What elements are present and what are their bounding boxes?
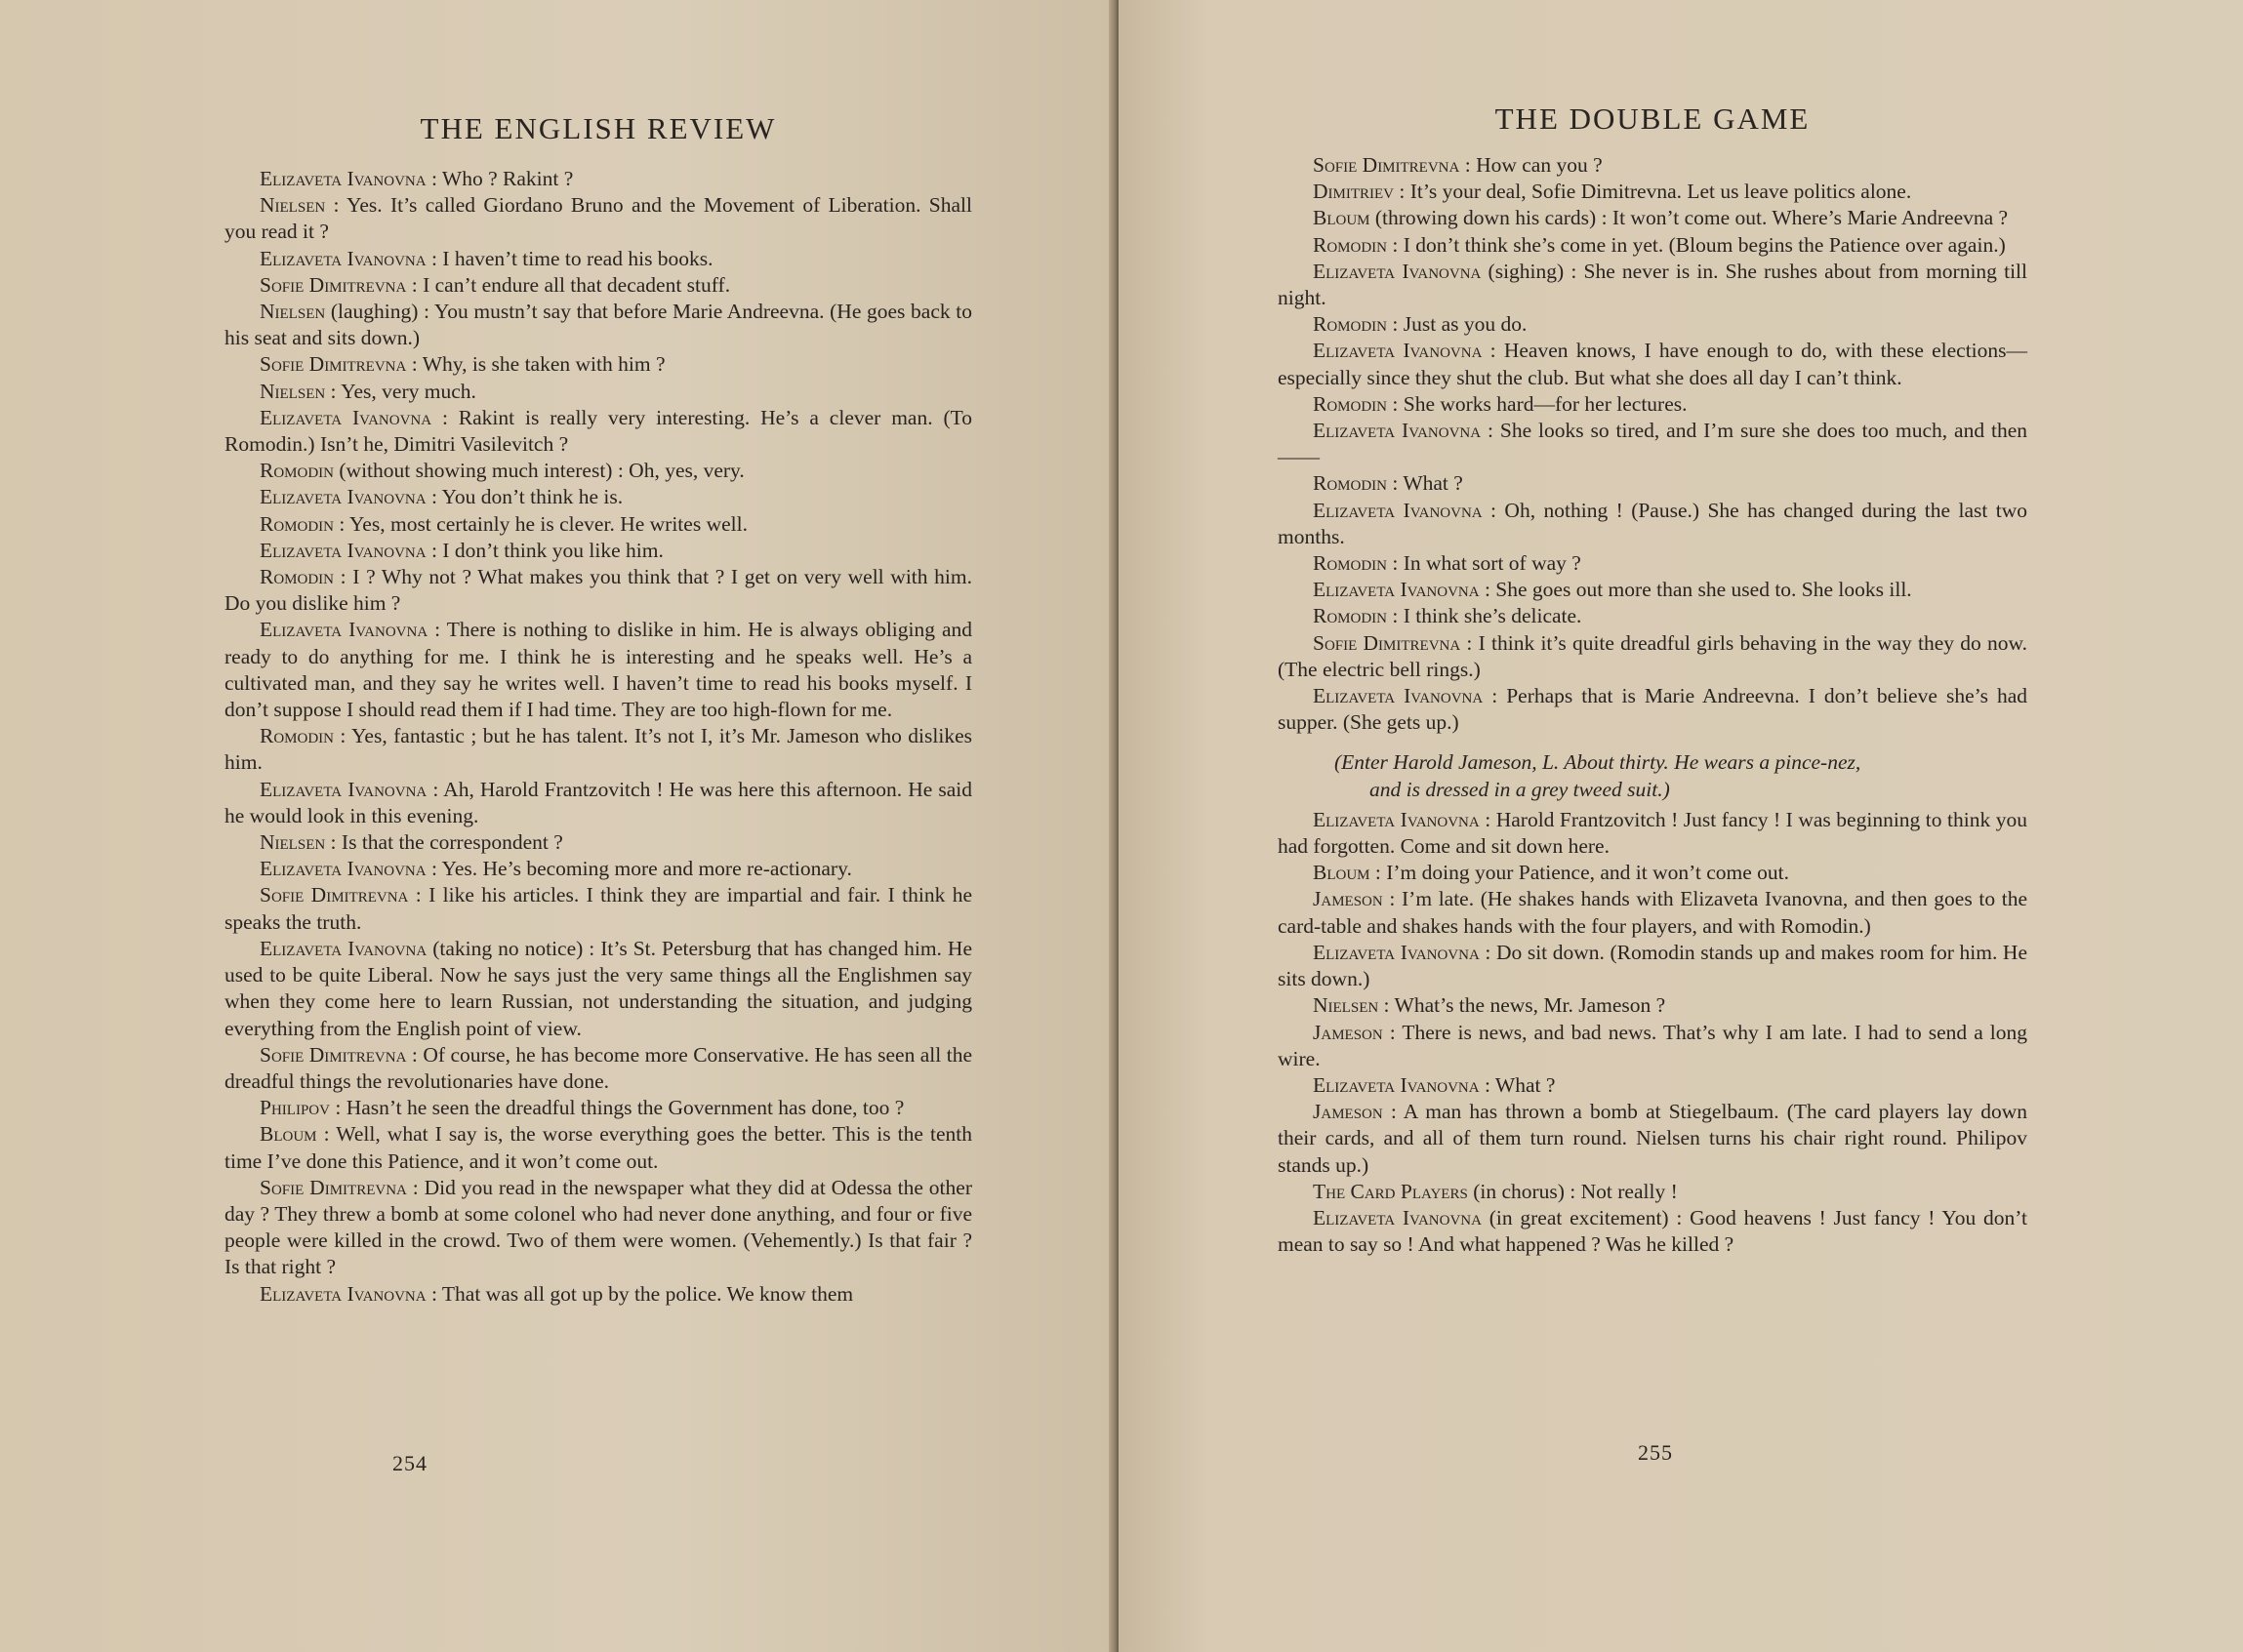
dialogue-paragraph [224,1042,972,1095]
dialogue-paragraph [1278,860,2027,886]
speaker-name: Sofie Dimitrevna : [260,883,422,907]
dialogue-text: (taking no notice) : It’s St. Petersburg that has changed him. He used to be quite Liberal. Now he says just the very same things all the Englishmen say when they come here to learn Russian, not understanding the situation, and judging everything from the English point of view. [224,936,973,1040]
speaker-name: Nielsen : [260,193,340,218]
speaker-name: Elizaveta Ivanovna : [1313,578,1490,602]
dialogue-text: I think it’s quite dreadful girls behaving in the way they do now. (The electric bell rings.) [1278,630,2027,681]
speaker-name: Romodin : [1313,471,1399,496]
stage-direction-entrance [1278,749,2027,802]
dialogue-text: In what sort of way ? [1398,551,1581,576]
dialogue-paragraph [224,777,972,829]
dialogue-paragraph [1278,152,2027,179]
speaker-name: Romodin : [260,511,346,536]
dialogue-paragraph [224,1121,972,1174]
speaker-name: Romodin : [260,724,347,748]
speaker-name: Elizaveta Ivanovna : [260,777,439,801]
dialogue-paragraph [1278,179,2027,205]
dialogue-paragraph [1278,1205,2027,1258]
speaker-name: Romodin : [1313,391,1399,416]
dialogue-text: How can you ? [1470,153,1603,177]
dialogue-paragraph [224,351,972,378]
left-page [0,0,1115,1652]
speaker-name: Sofie Dimitrevna : [1313,153,1471,177]
dialogue-paragraph [1278,391,2027,418]
speaker-name: Nielsen [260,300,326,324]
dialogue-text: She goes out more than she used to. She looks ill. [1489,578,1912,602]
dialogue-text: Oh, nothing ! (Pause.) She has changed during the last two months. [1278,498,2028,548]
dialogue-text: Do sit down. (Romodin stands up and makes room for him. He sits down.) [1278,940,2027,991]
dialogue-text: Perhaps that is Marie Andreevna. I don’t believe she’s had supper. (She gets up.) [1278,684,2027,735]
dialogue-text: Rakint is really very interesting. He’s a clever man. (To Romodin.) Isn’t he, Dimitri Vasilevitch ? [224,405,973,457]
speaker-name: Elizaveta Ivanovna : [260,246,437,270]
speaker-name: Elizaveta Ivanovna : [260,618,441,642]
speaker-name: Elizaveta Ivanovna : [1313,684,1498,708]
speaker-name: Bloum : [1313,861,1381,885]
dialogue-text: There is news, and bad news. That’s why I am late. I had to send a long wire. [1278,1020,2027,1070]
dialogue-paragraph [1278,205,2027,231]
dialogue-paragraph [224,405,972,458]
dialogue-paragraph [1278,311,2027,338]
dialogue-text: (laughing) : You mustn’t say that before Marie Andreevna. (He goes back to his seat and sits down.) [224,300,972,350]
speaker-name: Sofie Dimitrevna : [1313,630,1473,655]
speaker-name: Elizaveta Ivanovna : [260,857,437,881]
speaker-name: Bloum [1313,206,1370,230]
dialogue-text: She looks so tired, and I’m sure she does too much, and then—— [1278,419,2027,469]
speaker-name: Nielsen : [260,379,337,403]
speaker-name: Romodin : [1313,232,1399,257]
left-body-text [224,166,972,1308]
speaker-name: The Card Players [1313,1179,1468,1203]
speaker-name: Romodin : [1313,551,1399,576]
dialogue-text: (in great excitement) : Good heavens ! Just fancy ! You don’t mean to say so ! And what happened ? Was he killed ? [1278,1205,2027,1257]
dialogue-text: (in chorus) : Not really ! [1467,1179,1678,1203]
speaker-name: Jameson : [1313,1020,1396,1044]
speaker-name: Elizaveta Ivanovna : [1313,807,1491,831]
left-page-number: 254 [392,1451,428,1475]
dialogue-text: I haven’t time to read his books. [436,246,714,270]
dialogue-text: Yes. It’s called Giordano Bruno and the Movement of Liberation. Shall you read it ? [224,193,972,244]
dialogue-paragraph [1278,1020,2027,1072]
dialogue-paragraph [224,299,972,351]
dialogue-text: There is nothing to dislike in him. He is always obliging and ready to do anything for me. I think he is interesting and he speaks well. He’s a cultivated man, and they say he writes well. I haven’t time to read his books myself. I don’t suppose I should read them if I had time. They are too high-flown for me. [224,618,973,722]
dialogue-text: Of course, he has become more Conservative. He has seen all the dreadful things the revolutionaries have done. [224,1042,972,1093]
dialogue-text: (sighing) : She never is in. She rushes about from morning till night. [1278,259,2027,310]
speaker-name: Bloum : [260,1122,330,1147]
speaker-name: Sofie Dimitrevna : [260,1042,418,1067]
dialogue-paragraph [1278,683,2027,736]
dialogue-text: Yes, very much. [336,379,476,403]
dialogue-text: That was all got up by the police. We know them [436,1281,854,1306]
speaker-name: Elizaveta Ivanovna : [260,405,448,429]
dialogue-paragraph [1278,940,2027,992]
dialogue-paragraph [224,1281,972,1308]
dialogue-paragraph [1278,1072,2027,1099]
dialogue-paragraph [224,246,972,272]
dialogue-text: I don’t think she’s come in yet. (Bloum begins the Patience over again.) [1398,232,2006,257]
dialogue-text: (throwing down his cards) : It won’t come out. Where’s Marie Andreevna ? [1369,206,2009,230]
dialogue-text: I like his articles. I think they are impartial and fair. I think he speaks the truth. [224,883,972,934]
dialogue-paragraph [224,458,972,484]
speaker-name: Romodin : [1313,312,1399,337]
dialogue-paragraph [224,564,972,617]
dialogue-text: I’m late. (He shakes hands with Elizaveta Ivanovna, and then goes to the card-table and shakes hands with the four players, and with Romodin.) [1278,887,2028,938]
dialogue-text: I’m doing your Patience, and it won’t come out. [1380,861,1790,885]
dialogue-text: What ? [1398,471,1463,496]
dialogue-paragraph [1278,807,2027,860]
speaker-name: Elizaveta Ivanovna : [260,167,437,190]
dialogue-paragraph [224,829,972,856]
dialogue-paragraph [224,882,972,935]
dialogue-text: Well, what I say is, the worse everything goes the better. This is the tenth time I’ve done this Patience, and it won’t come out. [224,1122,973,1173]
dialogue-paragraph [224,272,972,299]
dialogue-text: Did you read in the newspaper what they did at Odessa the other day ? They threw a bomb at some colonel who had never done anything, and four or five people were killed in the crowd. Two of them were women. (Vehemently.) Is that fair ? Is that right ? [224,1175,972,1279]
dialogue-paragraph [224,1095,972,1121]
speaker-name: Jameson : [1313,887,1396,911]
dialogue-text: I ? Why not ? What makes you think that ? I get on very well with him. Do you dislike him ? [224,565,973,616]
dialogue-paragraph [1278,1099,2027,1179]
speaker-name: Elizaveta Ivanovna : [260,485,437,509]
dialogue-paragraph [224,166,972,192]
speaker-name: Romodin : [260,565,347,589]
right-body-text [1278,152,2027,1258]
dialogue-text: She works hard—for her lectures. [1398,391,1688,416]
dialogue-paragraph [224,484,972,510]
right-page-number: 255 [1638,1440,1673,1465]
dialogue-text: I can’t endure all that decadent stuff. [417,272,731,297]
speaker-name: Elizaveta Ivanovna [260,936,428,960]
dialogue-text: Yes, most certainly he is clever. He writes well. [345,511,748,536]
speaker-name: Philipov : [260,1096,342,1120]
speaker-name: Dimitriev : [1313,180,1406,204]
dialogue-paragraph [224,723,972,776]
stage-direction-line-1: (Enter Harold Jameson, L. About thirty. He wears a pince-nez, [1334,750,1861,775]
speaker-name: Nielsen : [1313,993,1390,1018]
dialogue-text: Yes, fantastic ; but he has talent. It’s not I, it’s Mr. Jameson who dislikes him. [224,724,972,775]
left-running-head: THE ENGLISH REVIEW [420,111,777,145]
dialogue-paragraph [1278,259,2027,311]
dialogue-text: Heaven knows, I have enough to do, with these elections—especially since they shut the club. But what she does all day I can’t think. [1278,339,2028,389]
dialogue-paragraph [224,511,972,538]
dialogue-text: Is that the correspondent ? [336,830,563,855]
dialogue-paragraph [1278,886,2027,939]
dialogue-text: What ? [1489,1072,1556,1097]
right-dialogue-before [1278,152,2027,736]
dialogue-paragraph [224,856,972,882]
speaker-name: Elizaveta Ivanovna : [260,538,437,562]
dialogue-paragraph [224,192,972,245]
dialogue-paragraph [1278,338,2027,390]
dialogue-text: I don’t think you like him. [436,538,664,562]
speaker-name: Elizaveta Ivanovna [1313,259,1482,283]
dialogue-paragraph [1278,470,2027,497]
dialogue-text: Ah, Harold Frantzovitch ! He was here this afternoon. He said he would look in this evening. [224,777,972,827]
speaker-name: Elizaveta Ivanovna : [1313,940,1491,964]
dialogue-paragraph [1278,550,2027,577]
dialogue-text: Hasn’t he seen the dreadful things the Government has done, too ? [341,1096,905,1120]
dialogue-paragraph [1278,603,2027,629]
speaker-name: Elizaveta Ivanovna [1313,1205,1482,1229]
dialogue-paragraph [224,936,972,1042]
dialogue-text: It’s your deal, Sofie Dimitrevna. Let us leave politics alone. [1405,180,1912,204]
stage-direction-line-2: and is dressed in a grey tweed suit.) [1369,777,1670,801]
dialogue-text: You don’t think he is. [436,485,624,509]
dialogue-paragraph [1278,577,2027,603]
right-page [1119,0,2243,1652]
dialogue-paragraph [1278,992,2027,1019]
speaker-name: Elizaveta Ivanovna : [260,1281,437,1306]
speaker-name: Elizaveta Ivanovna : [1313,498,1497,522]
dialogue-text: Who ? Rakint ? [436,167,574,190]
speaker-name: Nielsen : [260,830,337,855]
speaker-name: Sofie Dimitrevna : [260,1175,419,1199]
dialogue-text: What’s the news, Mr. Jameson ? [1389,993,1666,1018]
dialogue-paragraph [1278,498,2027,550]
speaker-name: Elizaveta Ivanovna : [1313,339,1496,363]
dialogue-text: (without showing much interest) : Oh, yes, very. [334,459,745,483]
speaker-name: Sofie Dimitrevna : [260,352,418,377]
speaker-name: Romodin : [1313,604,1399,628]
right-dialogue-after [1278,807,2027,1258]
speaker-name: Elizaveta Ivanovna : [1313,419,1493,443]
dialogue-text: I think she’s delicate. [1398,604,1582,628]
dialogue-paragraph [1278,1179,2027,1205]
dialogue-paragraph [1278,630,2027,683]
dialogue-text: Yes. He’s becoming more and more re-actionary. [436,857,852,881]
right-running-head: THE DOUBLE GAME [1494,101,1811,136]
speaker-name: Elizaveta Ivanovna : [1313,1072,1490,1097]
speaker-name: Jameson : [1313,1100,1397,1124]
dialogue-paragraph [1278,418,2027,470]
dialogue-text: Harold Frantzovitch ! Just fancy ! I was beginning to think you had forgotten. Come and sit down here. [1278,807,2027,859]
dialogue-paragraph [224,1175,972,1281]
dialogue-paragraph [224,538,972,564]
dialogue-text: Why, is she taken with him ? [417,352,666,377]
speaker-name: Sofie Dimitrevna : [260,272,418,297]
dialogue-text: A man has thrown a bomb at Stiegelbaum. (The card players lay down their cards, and all of them turn round. Nielsen turns his chair right round. Philipov stands up.) [1278,1100,2027,1177]
dialogue-paragraph [224,379,972,405]
dialogue-paragraph [224,617,972,723]
dialogue-paragraph [1278,232,2027,259]
dialogue-text: Just as you do. [1398,312,1528,337]
speaker-name: Romodin [260,459,335,483]
